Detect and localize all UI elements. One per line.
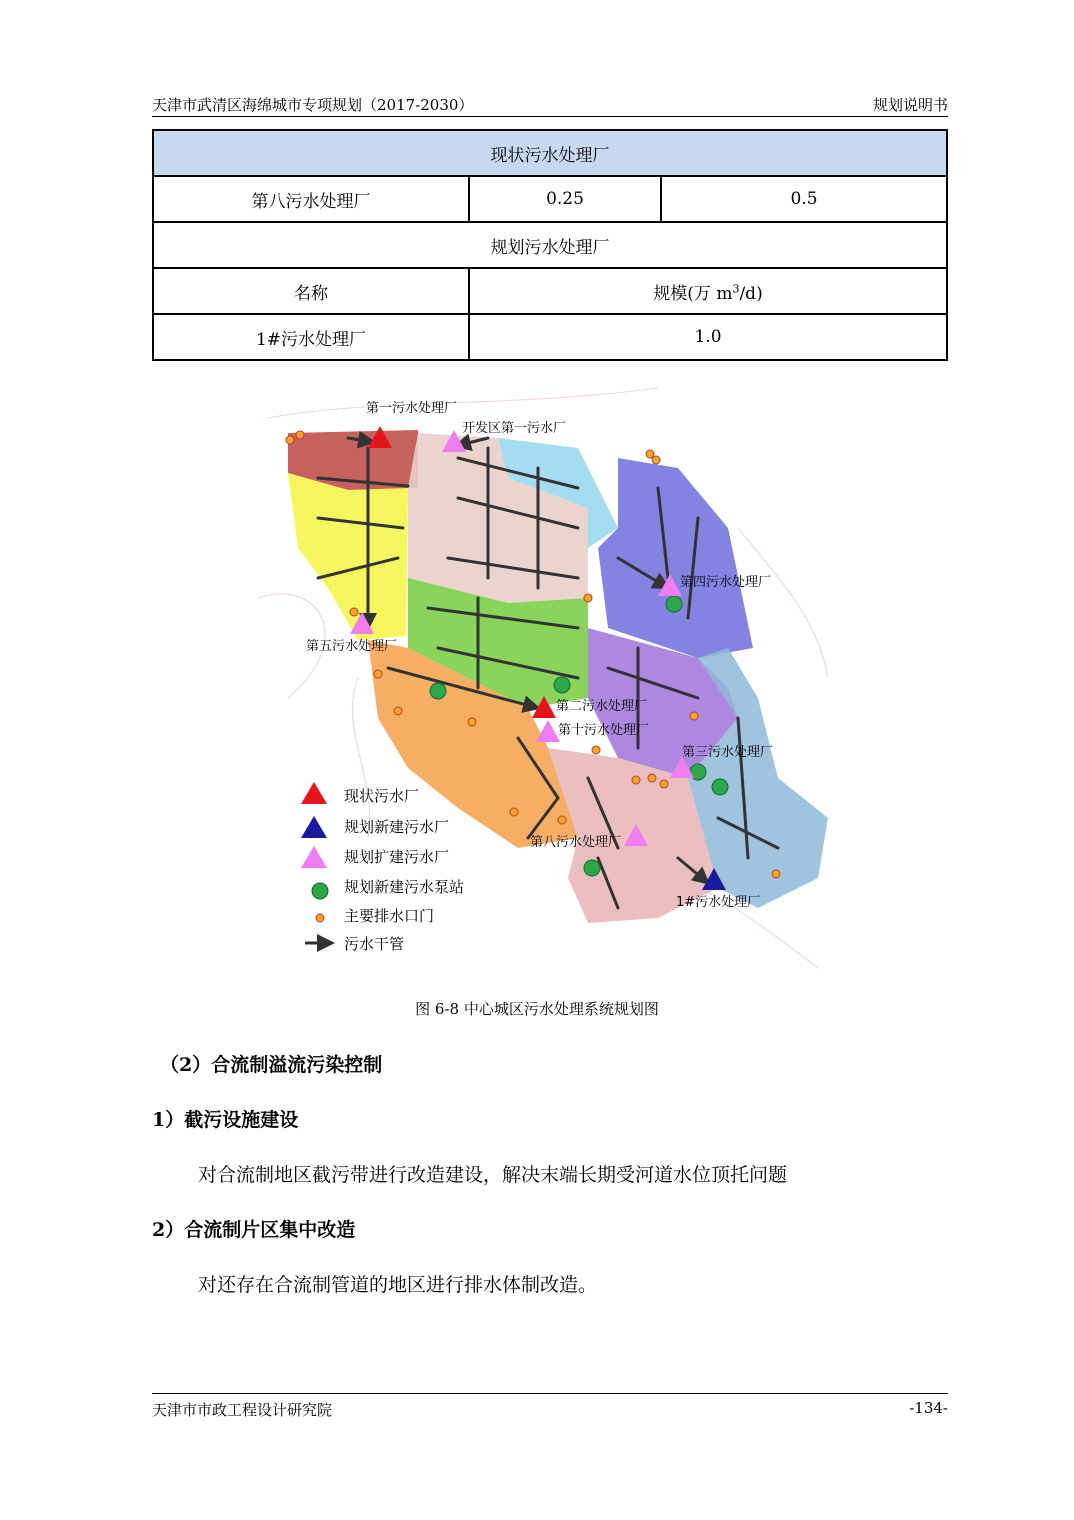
table-row [153,130,947,176]
table-section-planned: 规划污水处理厂 [153,222,947,268]
label-plant1: 第一污水处理厂 [366,401,458,416]
legend-expand: 规划扩建污水厂 [344,848,450,866]
subsection-heading: 2）合流制片区集中改造 [152,1219,356,1241]
legend-outlet: 主要排水口门 [344,907,435,925]
table-row [153,176,947,222]
map-legend [301,782,464,953]
plant-table [152,129,948,361]
legend-existing: 现状污水厂 [344,787,420,805]
sewage-system-map [258,378,828,970]
legend-pump: 规划新建污水泵站 [344,878,465,896]
paragraph: 对还存在合流制管道的地区进行排水体制改造。 [198,1274,598,1296]
legend-main: 污水干管 [344,935,405,953]
page-header [152,92,948,117]
footer-org: 天津市市政工程设计研究院 [152,1401,333,1419]
label-plant3: 第三污水处理厂 [682,745,774,760]
label-plant8: 第八污水处理厂 [530,835,622,850]
paragraph: 对合流制地区截污带进行改造建设，解决末端长期受河道水位顶托问题 [198,1164,788,1186]
label-plant1hash: 1#污水处理厂 [676,895,761,910]
subsection-heading: 1）截污设施建设 [152,1109,299,1131]
section-heading: （2）合流制溢流污染控制 [160,1054,383,1076]
table-row [153,268,947,314]
legend-existing-icon [301,782,327,804]
legend-outlet-icon [316,914,324,922]
label-plant10: 第十污水处理厂 [558,723,650,738]
label-plant5: 第五污水处理厂 [306,639,398,654]
page-number: -134- [909,1399,948,1417]
header-title: 天津市武清区海绵城市专项规划（2017-2030） [152,96,474,114]
page-footer [152,1393,948,1418]
legend-pump-icon [312,883,328,899]
table-cell: 1.0 [469,314,947,360]
label-plant2: 第二污水处理厂 [556,699,648,714]
legend-expand-icon [301,846,327,868]
table-row [153,222,947,268]
label-plant-kaifaqu: 开发区第一污水厂 [462,421,567,436]
table-section-existing: 现状污水处理厂 [153,130,947,176]
figure-caption: 图 6-8 中心城区污水处理系统规划图 [415,1000,659,1018]
table-cell: 0.25 [469,176,661,222]
table-cell: 第八污水处理厂 [153,176,469,222]
legend-new: 规划新建污水厂 [344,818,450,836]
header-doc-type: 规划说明书 [872,96,948,114]
table-cell: 1#污水处理厂 [153,314,469,360]
table-header-name: 名称 [153,268,469,314]
table-row [153,314,947,360]
table-cell: 0.5 [661,176,947,222]
label-plant4: 第四污水处理厂 [680,575,772,590]
legend-new-icon [301,816,327,838]
table-header-scale: 规模(万 $m^3/d$) [469,268,947,314]
